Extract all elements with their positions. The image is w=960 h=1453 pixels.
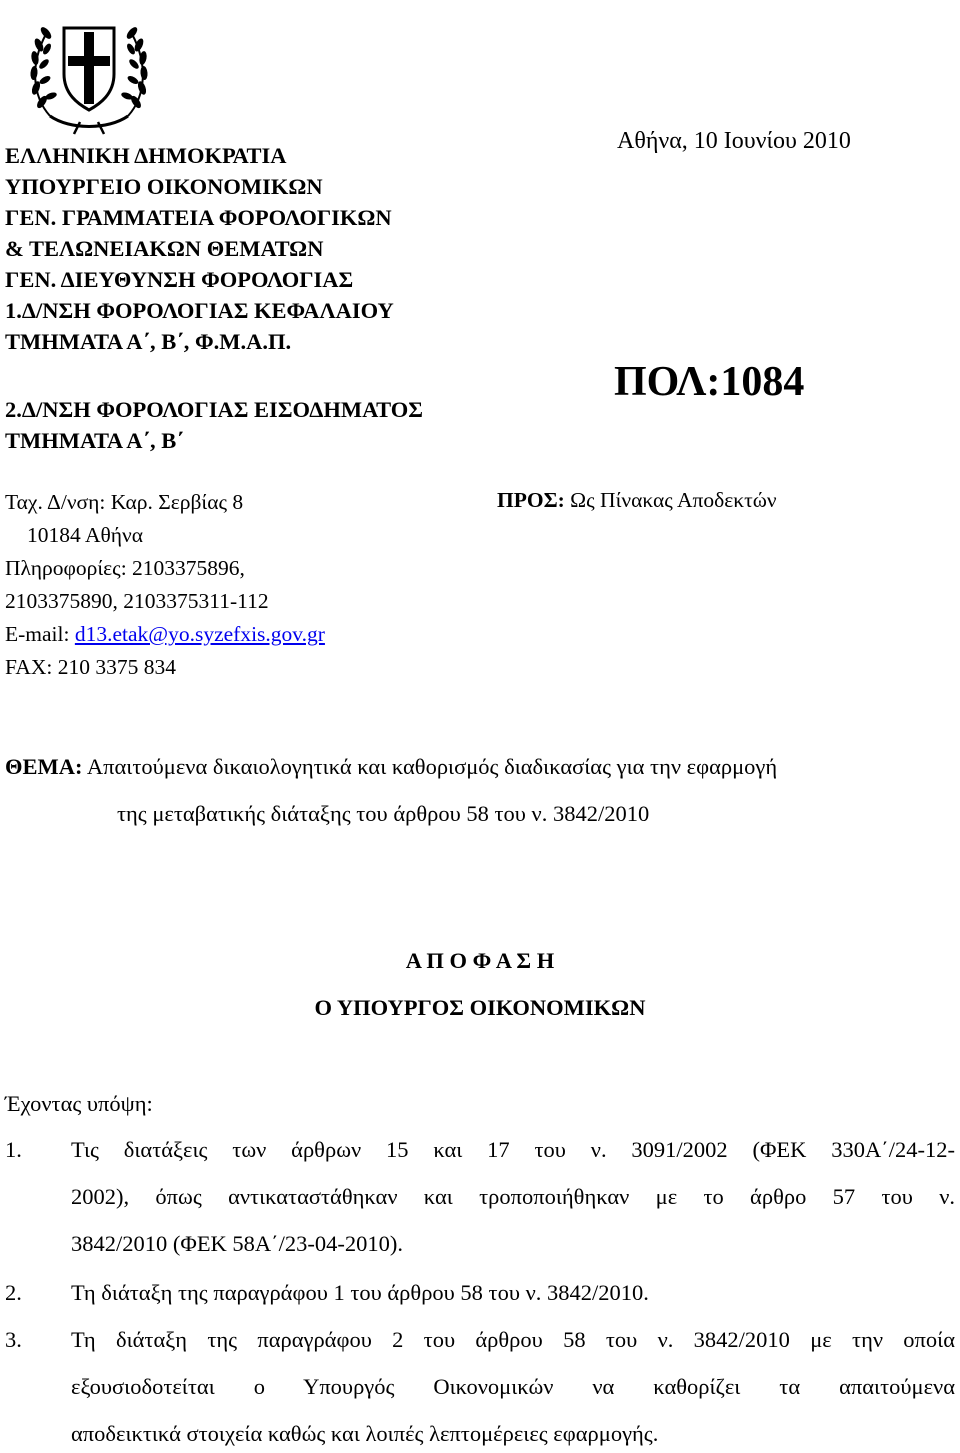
recipient-text: Ως Πίνακας Αποδεκτών xyxy=(564,488,777,512)
subject-text: Απαιτούμενα δικαιολογητικά και καθορισμός διαδικασίας για την εφαρμογή xyxy=(82,754,778,779)
subject-label: ΘΕΜΑ: xyxy=(5,754,83,779)
org-line: 2.Δ/ΝΣΗ ΦΟΡΟΛΟΓΙΑΣ ΕΙΣΟΔΗΜΑΤΟΣ xyxy=(5,397,423,422)
list-item-line: 2002), όπως αντικαταστάθηκαν και τροποποιήθηκαν με το άρθρο 57 του ν. xyxy=(71,1184,955,1209)
recipient-line xyxy=(497,488,777,513)
phone-line: 2103375890, 2103375311-112 xyxy=(5,589,269,613)
org-line: ΤΜΗΜΑΤΑ Α΄, Β΄ xyxy=(5,428,184,453)
list-item-line: Τις διατάξεις των άρθρων 15 και 17 του ν. 3091/2002 (ΦΕΚ 330Α΄/24-12- xyxy=(71,1137,955,1162)
org-line: ΓΕΝ. ΔΙΕΥΘΥΝΣΗ ΦΟΡΟΛΟΓΙΑΣ xyxy=(5,267,354,292)
list-item-line: Τη διάταξη της παραγράφου 1 του άρθρου 58 του ν. 3842/2010. xyxy=(71,1280,649,1305)
address-city: 10184 Αθήνα xyxy=(27,523,143,547)
email-link[interactable]: d13.etak@yo.syzefxis.gov.gr xyxy=(74,622,325,646)
address-line: Ταχ. Δ/νση: Καρ. Σερβίας 8 xyxy=(5,490,244,514)
circular-number: ΠΟΛ:1084 xyxy=(614,359,805,405)
subject-line-1 xyxy=(5,754,777,780)
decision-title: Α Π Ο Φ Α Σ Η xyxy=(405,948,555,973)
org-line: 1.Δ/ΝΣΗ ΦΟΡΟΛΟΓΙΑΣ ΚΕΦΑΛΑΙΟΥ xyxy=(5,298,394,323)
org-line: ΕΛΛΗΝΙΚΗ ΔΗΜΟΚΡΑΤΙΑ xyxy=(5,143,287,168)
document-date: Αθήνα, 10 Ιουνίου 2010 xyxy=(617,128,851,154)
subject-line-2: της μεταβατικής διάταξης του άρθρου 58 του ν. 3842/2010 xyxy=(117,801,650,826)
email-line xyxy=(5,618,325,651)
list-item-line: αποδεικτικά στοιχεία καθώς και λοιπές λεπτομέρειες εφαρμογής. xyxy=(71,1421,659,1446)
org-line: ΤΜΗΜΑΤΑ Α΄, Β΄, Φ.Μ.Α.Π. xyxy=(5,329,292,354)
issuing-authority-block xyxy=(5,140,394,357)
org-line: & ΤΕΛΩΝΕΙΑΚΩΝ ΘΕΜΑΤΩΝ xyxy=(5,236,324,261)
list-item-number: 1. xyxy=(5,1137,22,1162)
fax-line: FAX: 210 3375 834 xyxy=(5,655,177,679)
contact-address-block xyxy=(5,486,325,684)
phone-line: Πληροφορίες: 2103375896, xyxy=(5,556,245,580)
email-label: E-mail: xyxy=(5,622,75,646)
list-item-line: εξουσιοδοτείται ο Υπουργός Οικονομικών να καθορίζει τα απαιτούμενα xyxy=(71,1374,955,1399)
list-item-number: 2. xyxy=(5,1280,22,1305)
greek-coat-of-arms-emblem xyxy=(20,4,158,138)
recipient-label: ΠΡΟΣ: xyxy=(497,488,565,512)
org-line: ΥΠΟΥΡΓΕΙΟ ΟΙΚΟΝΟΜΙΚΩΝ xyxy=(5,174,323,199)
org-line: ΓΕΝ. ΓΡΑΜΜΑΤΕΙΑ ΦΟΡΟΛΟΓΙΚΩΝ xyxy=(5,205,392,230)
decision-issuer: Ο ΥΠΟΥΡΓΟΣ ΟΙΚΟΝΟΜΙΚΩΝ xyxy=(314,995,646,1020)
list-item-line: 3842/2010 (ΦΕΚ 58Α΄/23-04-2010). xyxy=(71,1231,404,1256)
considerations-intro: Έχοντας υπόψη: xyxy=(5,1091,153,1116)
list-item-number: 3. xyxy=(5,1327,22,1352)
list-item-line: Τη διάταξη της παραγράφου 2 του άρθρου 58 του ν. 3842/2010 με την οποία xyxy=(71,1327,955,1352)
issuing-authority-block-2 xyxy=(5,394,423,456)
